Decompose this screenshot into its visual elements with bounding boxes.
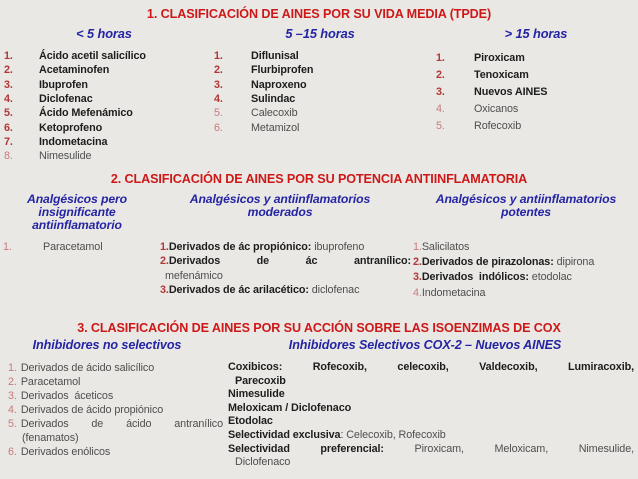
list-item: Etodolac [228, 415, 273, 428]
list-item [4, 49, 214, 63]
drug-name: etodolac [528, 271, 572, 284]
list-item: Nimesulide [228, 388, 285, 401]
category-label: Derivados indólicos: [421, 271, 529, 284]
section1-title: 1. CLASIFICACIÓN DE AINES POR SU VIDA MEDIA (TPDE) [146, 7, 492, 21]
category-label: Derivados de ác antranílico: [168, 255, 411, 268]
list-item [4, 135, 214, 149]
list-item [413, 286, 635, 301]
list-item [413, 270, 635, 285]
wrapped-line: (fenamatos) [22, 432, 79, 444]
category-name: Derivados enólicos [20, 446, 111, 458]
drug-name: dipirona [553, 256, 595, 269]
item-number: 4. [413, 286, 422, 299]
drug-name: Piroxicam [474, 52, 525, 64]
drug-name: Salicilatos [421, 241, 470, 253]
drug-name: ibuprofeno [311, 241, 365, 253]
section1-col1-header: < 5 horas [76, 26, 132, 41]
drug-name: Paracetamol [43, 241, 103, 253]
item-number: 5. [8, 418, 17, 430]
list-item: Meloxicam / Diclofenaco [228, 401, 352, 414]
item-number: 3. [214, 78, 223, 91]
drug-name: Tenoxicam [474, 69, 529, 82]
list-item [8, 375, 223, 389]
section3-title: 3. CLASIFICACIÓN DE AINES POR SU ACCIÓN SOBRE LAS ISOENZIMAS DE COX [77, 321, 561, 335]
item-number: 5. [4, 107, 13, 120]
drug-name: Diflunisal [251, 50, 299, 62]
wrapped-line: Parecoxib [235, 374, 286, 387]
drug-name: : Celecoxib, Rofecoxib [340, 428, 446, 441]
item-number: 2. [4, 64, 13, 77]
drug-name: Nuevos AINES [474, 86, 548, 99]
item-number: 6. [214, 121, 223, 134]
drug-name: Acetaminofen [39, 64, 110, 77]
section1-col1-list [4, 49, 214, 164]
item-number: 4. [4, 93, 13, 106]
list-item [214, 92, 424, 106]
item-number: 5. [214, 107, 223, 120]
item-number: 2. [413, 256, 422, 269]
item-number: 3. [436, 86, 445, 99]
drug-name: Nimesulide [39, 150, 92, 163]
drug-name: Calecoxib [251, 107, 298, 120]
section1-col2-header: 5 –15 horas [285, 26, 355, 41]
item-number: 1. [4, 50, 13, 62]
drug-name: Ketoprofeno [39, 121, 103, 134]
drug-name: Indometacina [39, 136, 108, 149]
list-item [4, 63, 214, 77]
item-number: 1. [214, 50, 223, 62]
item-number: 4. [214, 93, 223, 106]
item-number: 4. [436, 103, 445, 116]
list-item [214, 106, 424, 120]
list-item [436, 67, 636, 84]
list-item [8, 403, 223, 417]
item-number: 3. [413, 271, 422, 284]
section1-col3-list [436, 50, 636, 135]
section3-right-list [228, 361, 634, 470]
item-number: 3. [8, 390, 17, 402]
category-label: Derivados de pirazolonas: [421, 256, 554, 269]
list-item [436, 50, 636, 67]
wrapped-line: Diclofenaco [235, 456, 291, 469]
drug-name: Rofecoxib [474, 120, 522, 133]
list-item: Coxibicos: Rofecoxib, celecoxib, Valdecoxib, Lumiracoxib, [228, 361, 634, 373]
list-item [214, 49, 424, 63]
item-number: 1. [436, 52, 445, 64]
category-name: Derivados de ácido propiónico [20, 404, 164, 416]
section2-col3-content [413, 240, 635, 301]
list-item [228, 429, 634, 443]
item-number: 1. [160, 241, 169, 253]
list-item [413, 240, 635, 255]
category-name: Derivados áceticos [20, 390, 114, 402]
section2-title: 2. CLASIFICACIÓN DE AINES POR SU POTENCIA ANTIINFLAMATORIA [110, 172, 528, 186]
category-name: Paracetamol [20, 376, 81, 388]
list-item [4, 106, 214, 120]
list-item [436, 84, 636, 101]
drug-name: Metamizol [251, 121, 300, 134]
list-item [4, 78, 214, 92]
section3-right-header: Inhibidores Selectivos COX-2 – Nuevos AINES [288, 338, 562, 352]
list-item [436, 118, 636, 135]
list-item [413, 255, 635, 270]
item-number: 8. [4, 150, 13, 163]
item-number: 1. [413, 241, 422, 253]
category-label: Derivados de ác propiónico: [168, 241, 312, 253]
wrapped-line: mefenámico [165, 269, 223, 282]
list-item [214, 121, 424, 135]
drug-name: Diclofenac [39, 93, 93, 106]
list-item [214, 78, 424, 92]
item-number: 3. [160, 284, 169, 297]
list-item [3, 241, 158, 253]
drug-name: Flurbiprofen [251, 64, 314, 77]
section3-left-list [8, 361, 223, 459]
drug-name: Ácido acetil salicílico [39, 50, 146, 62]
item-number: 7. [4, 136, 13, 149]
section2-col2-content [160, 240, 411, 298]
drug-name: Indometacina [421, 286, 486, 299]
drug-name: Oxicanos [474, 103, 519, 116]
list-item [8, 445, 223, 459]
drug-name: Naproxeno [251, 78, 307, 91]
section2-col3-header: Analgésicos y antiinflamatorios potentes [435, 192, 617, 219]
drug-name: diclofenac [308, 284, 360, 297]
list-item [160, 254, 411, 268]
section3-left-header: Inhibidores no selectivos [32, 338, 182, 352]
item-number: 2. [160, 255, 169, 268]
section1-col3-header: > 15 horas [504, 26, 568, 41]
list-item [436, 101, 636, 118]
list-item [8, 417, 223, 431]
category-label: Selectividad exclusiva [228, 428, 341, 441]
drug-name: Ácido Mefenámico [39, 107, 133, 120]
category-name: Derivados de ácido salicílico [20, 362, 155, 374]
list-item [214, 63, 424, 77]
item-number: 2. [8, 376, 17, 388]
item-number: 6. [4, 121, 13, 134]
list-item [160, 240, 411, 254]
item-number: 6. [8, 446, 17, 458]
section2-col2-header: Analgésicos y antiinflamatorios moderados [189, 192, 371, 219]
list-item [160, 283, 411, 297]
item-number: 4. [8, 404, 17, 416]
category-label: Derivados de ác arilacético: [168, 284, 309, 297]
section2-col1-content [3, 241, 158, 253]
list-item [8, 389, 223, 403]
section1-col2-list [214, 49, 424, 135]
list-item [4, 121, 214, 135]
item-number: 5. [436, 120, 445, 133]
item-number: 2. [214, 64, 223, 77]
item-number: 3. [4, 78, 13, 91]
category-name: Derivados de ácido antranílico [20, 418, 223, 430]
list-item [4, 149, 214, 163]
drug-name: Piroxicam, Meloxicam, Nimesulide, [414, 442, 634, 455]
section2-col1-header: Analgésicos pero insignificante antiinflamatorio [27, 192, 127, 232]
drug-name: Sulindac [251, 93, 296, 106]
item-number: 1. [8, 362, 17, 374]
category-label: Selectividad preferencial: [228, 442, 384, 455]
item-number: 2. [436, 69, 445, 82]
list-item [4, 92, 214, 106]
list-item [228, 443, 634, 457]
item-number: 1. [3, 241, 12, 253]
list-item [8, 361, 223, 375]
drug-name: Ibuprofen [39, 78, 88, 91]
